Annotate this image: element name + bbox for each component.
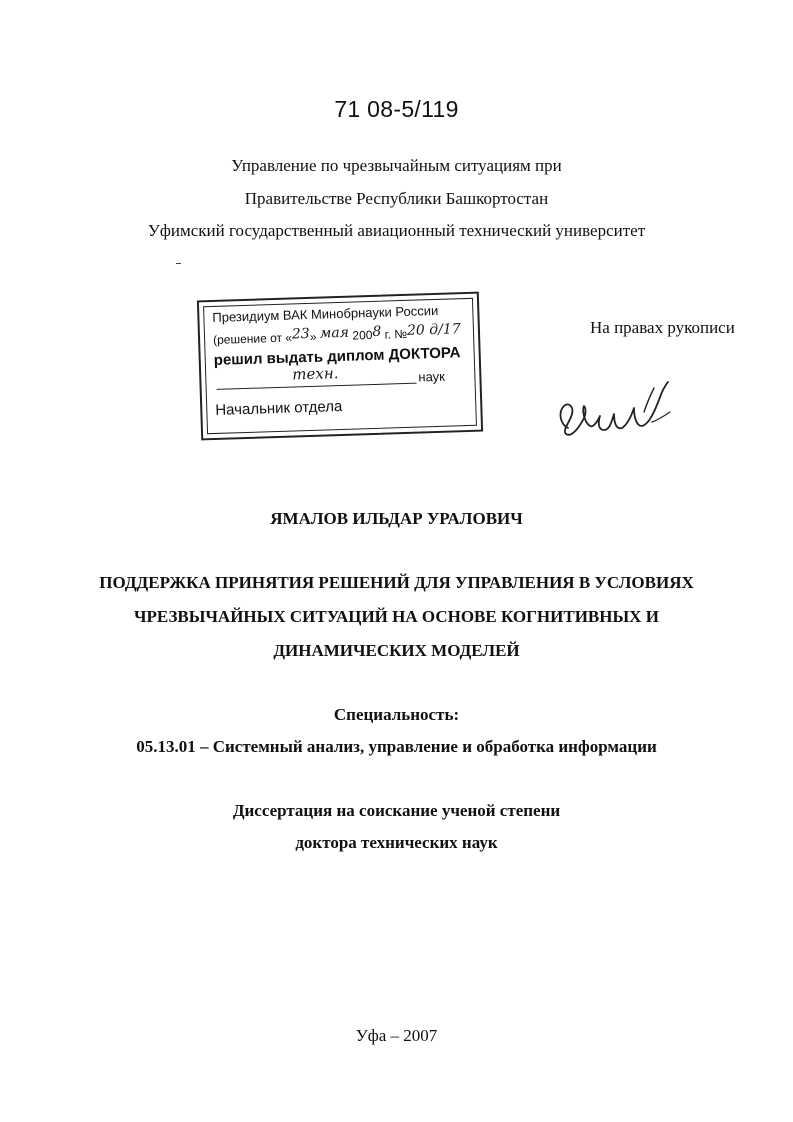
organization-line-2: Правительстве Республики Башкортостан xyxy=(244,189,549,208)
organization-line-3: Уфимский государственный авиационный технический университет xyxy=(147,221,646,240)
stamp-line-3: решил выдать диплом ДОКТОРА xyxy=(213,344,461,369)
stamp-year-handwritten: 8 xyxy=(372,323,382,340)
degree-line-1: Диссертация на соискание ученой степени xyxy=(232,801,561,820)
stamp-month-handwritten: мая xyxy=(319,324,350,342)
stray-mark xyxy=(176,263,181,264)
degree-line-2: доктора технических наук xyxy=(295,833,498,852)
specialty-value: 05.13.01 – Системный анализ, управление и обработка информации xyxy=(136,737,657,756)
stamp-quote-close: » xyxy=(309,329,317,344)
city-year: Уфа – 2007 xyxy=(355,1026,438,1045)
stamp-field-handwritten: техн. xyxy=(291,364,339,384)
stamp-inner-border xyxy=(203,298,477,434)
stamp-science-label: наук xyxy=(418,368,446,385)
manuscript-note: На правах рукописи xyxy=(590,318,735,337)
stamp-number-label: г. № xyxy=(384,326,408,342)
specialty-label: Специальность: xyxy=(333,705,460,724)
author-name: ЯМАЛОВ ИЛЬДАР УРАЛОВИЧ xyxy=(270,509,523,528)
title-line-2: ЧРЕЗВЫЧАЙНЫХ СИТУАЦИЙ НА ОСНОВЕ КОГНИТИВНЫХ И xyxy=(134,607,659,626)
stamp-year-prefix: 200 xyxy=(352,327,373,343)
stamp-day-handwritten: 23 xyxy=(291,325,310,343)
vak-stamp xyxy=(197,292,483,441)
title-line-3: ДИНАМИЧЕСКИХ МОДЕЛЕЙ xyxy=(273,641,520,660)
stamp-field-underline xyxy=(217,383,417,390)
document-code: 71 08-5/119 xyxy=(334,96,459,122)
organization-line-1: Управление по чрезвычайным ситуациям при xyxy=(231,156,562,175)
stamp-number-handwritten: 20 д/17 xyxy=(406,321,461,339)
signature-image xyxy=(548,370,688,450)
title-line-1: ПОДДЕРЖКА ПРИНЯТИЯ РЕШЕНИЙ ДЛЯ УПРАВЛЕНИЯ В УСЛОВИЯХ xyxy=(99,573,694,592)
stamp-line-1: Президиум ВАК Минобрнауки России xyxy=(212,302,439,325)
stamp-decision-prefix: (решение от « xyxy=(212,330,293,347)
stamp-line-5: Начальник отдела xyxy=(215,397,343,419)
